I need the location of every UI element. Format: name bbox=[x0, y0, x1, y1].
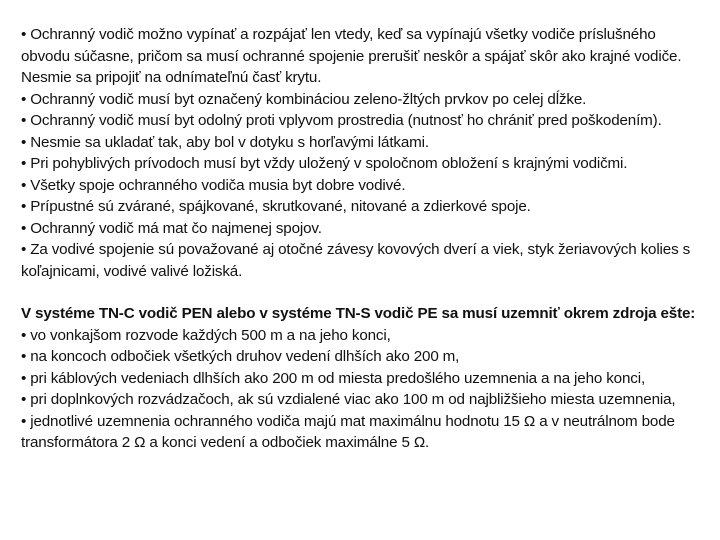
grounding-item-1: • vo vonkajšom rozvode každých 500 m a na jeho konci, bbox=[21, 326, 391, 344]
rule-item-5: • Pri pohyblivých prívodoch musí byt vždy uložený v spoločnom obložení s krajnými vodičmi. bbox=[21, 155, 628, 172]
grounding-item-2: • na koncoch odbočiek všetkých druhov vedení dlhších ako 200 m, bbox=[21, 348, 460, 365]
grounding-item-3: • pri káblových vedeniach dlhších ako 200 m od miesta predošlého uzemnenia a na jeho konci, bbox=[21, 369, 646, 387]
section-spacer bbox=[21, 282, 706, 303]
grounding-section bbox=[21, 303, 706, 454]
rule-item-7: • Prípustné sú zvárané, spájkované, skrutkované, nitované a zdierkové spoje. bbox=[21, 198, 531, 215]
conductor-rules-section bbox=[21, 24, 706, 282]
rule-item-9: • Za vodivé spojenie sú považované aj otočné závesy kovových dverí a viek, styk žeriavových kolies s koľajnicami, vodivé valivé ložiská. bbox=[21, 241, 691, 280]
rule-item-2: • Ochranný vodič musí byt označený kombináciou zeleno-žltých prvkov po celej dĺžke. bbox=[21, 90, 587, 108]
grounding-heading: V systéme TN-C vodič PEN alebo v systéme TN-S vodič PE sa musí uzemniť okrem zdroja ešte: bbox=[21, 305, 696, 322]
rule-item-1: • Ochranný vodič možno vypínať a rozpájať len vtedy, keď sa vypínajú všetky vodiče príslušného obvodu súčasne, pričom sa musí ochranné spojenie prerušiť neskôr a spájať skôr ako krajné vodiče. Nesmie sa pripojiť na odnímateľnú časť krytu. bbox=[21, 26, 682, 86]
rule-item-4: • Nesmie sa ukladať tak, aby bol v dotyku s horľavými látkami. bbox=[21, 133, 429, 151]
rule-item-3: • Ochranný vodič musí byt odolný proti vplyvom prostredia (nutnosť ho chrániť pred poškodením). bbox=[21, 112, 662, 129]
grounding-item-4: • pri doplnkových rozvádzačoch, ak sú vzdialené viac ako 100 m od najbližšieho miesta uzemnenia, bbox=[21, 391, 676, 408]
rule-item-6: • Všetky spoje ochranného vodiča musia byt dobre vodivé. bbox=[21, 176, 406, 194]
grounding-item-5: • jednotlivé uzemnenia ochranného vodiča majú mat maximálnu hodnotu 15 Ω a v neutrálnom bode transformátora 2 Ω a konci vedení a odbočiek maximálne 5 Ω. bbox=[21, 412, 675, 451]
rule-item-8: • Ochranný vodič má mat čo najmenej spojov. bbox=[21, 219, 322, 237]
